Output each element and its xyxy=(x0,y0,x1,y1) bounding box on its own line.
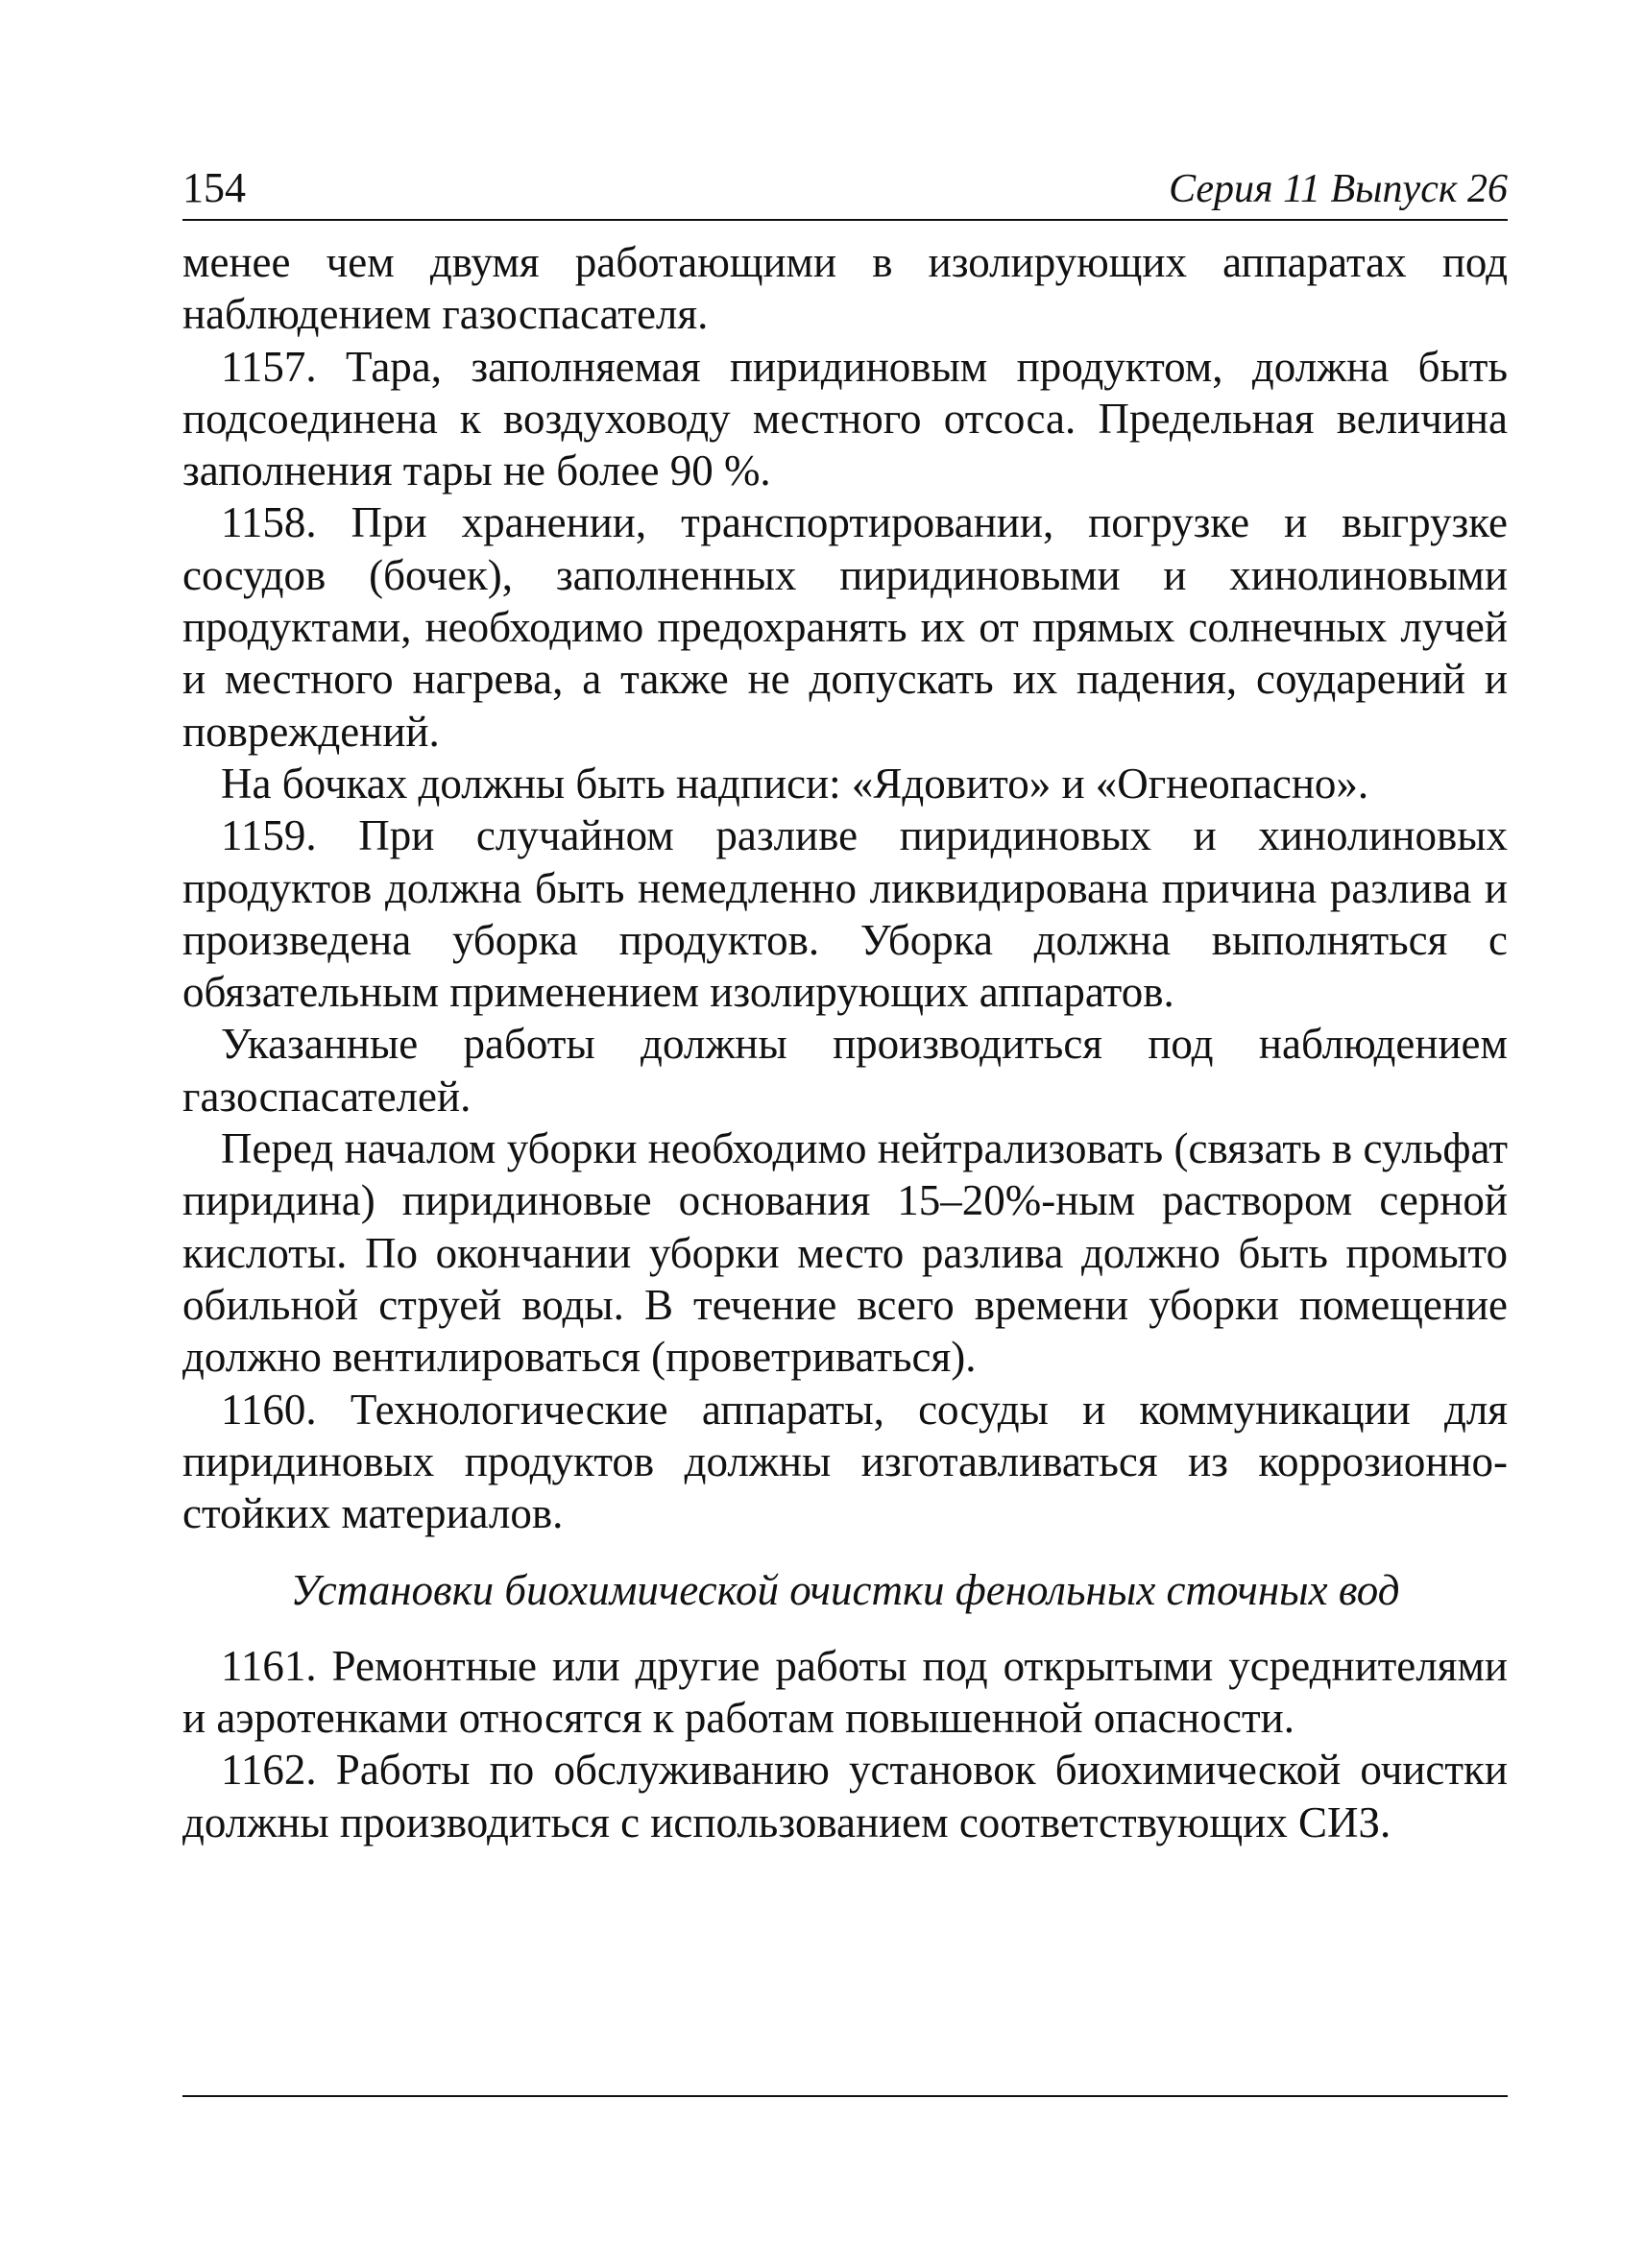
page-header xyxy=(182,165,1508,215)
paragraph-neutralization: Перед началом уборки необходимо нейтрализовать (связать в сульфат пиридина) пиридиновые основания 15–20%-ным раствором серной кислоты. По окончании уборки место разлива должно быть промыто обильной струей воды. В течение всего времени уборки помещение должно вентилироваться (проветриваться). xyxy=(182,1124,1508,1382)
page-number: 154 xyxy=(182,164,246,211)
header-rule xyxy=(182,219,1508,221)
paragraph-labels: На бочках должны быть надписи: «Ядовито» и «Огнеопасно». xyxy=(221,759,1369,808)
paragraph-1162: 1162. Работы по обслуживанию установок биохимической очистки должны производиться с использованием соответствующих СИЗ. xyxy=(182,1746,1508,1846)
paragraph-supervision: Указанные работы должны производиться под наблюдением газоспасателей. xyxy=(182,1020,1508,1121)
section-heading: Установки биохимической очистки фенольных сточных вод xyxy=(290,1566,1400,1615)
paragraph-1158: 1158. При хранении, транспортировании, погрузке и выгрузке сосудов (бочек), заполненных пиридиновыми и хинолиновыми продуктами, необходимо предохранять их от прямых солнечных лучей и местного нагрева, а также не допускать их падения, соударений и повреждений. xyxy=(182,498,1508,756)
body-text xyxy=(182,236,1508,1848)
paragraph-1159: 1159. При случайном разливе пиридиновых и хинолиновых продуктов должна быть немедленно ликвидирована причина разлива и произведена уборка продуктов. Уборка должна выполняться с обязательным применением изолирующих аппаратов. xyxy=(182,811,1508,1017)
running-title: Серия 11 Выпуск 26 xyxy=(1169,167,1508,211)
paragraph-continuation: менее чем двумя работающими в изолирующих аппаратах под наблюдением газоспасателя. xyxy=(182,238,1508,339)
footer-rule xyxy=(182,2095,1508,2097)
paragraph-1161: 1161. Ремонтные или другие работы под открытыми усреднителями и аэротенками относятся к работам повышенной опасности. xyxy=(182,1641,1508,1743)
paragraph-1157: 1157. Тара, заполняемая пиридиновым продуктом, должна быть подсоединена к воздуховоду местного отсоса. Предельная величина заполнения тары не более 90 %. xyxy=(182,342,1508,495)
paragraph-1160: 1160. Технологические аппараты, сосуды и коммуникации для пиридиновых продуктов должны изготавливаться из коррозионно-стойких материалов. xyxy=(182,1385,1508,1538)
